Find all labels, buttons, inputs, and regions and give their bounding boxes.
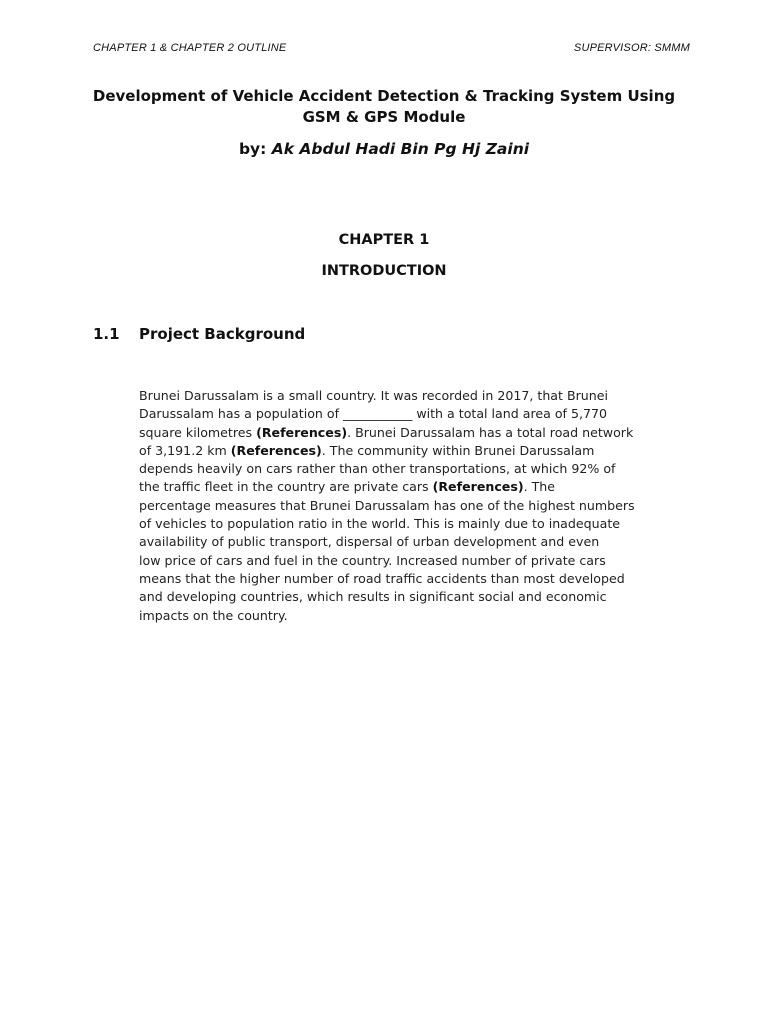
paragraph-text: square kilometres — [139, 424, 257, 440]
paragraph-text: of 3,191.2 km — [139, 442, 231, 458]
paragraph-text: . The — [523, 479, 556, 495]
paragraph-line — [139, 478, 684, 496]
reference-placeholder: (References) — [432, 479, 524, 495]
paragraph-text: . The community within Brunei Darussalam — [321, 442, 595, 458]
paragraph-line — [139, 460, 684, 478]
paragraph-text: percentage measures that Brunei Darussalam has one of the highest numbers — [139, 497, 635, 513]
section-heading — [93, 325, 305, 343]
document-title-line-2: GSM & GPS Module — [302, 108, 466, 126]
paragraph-text: means that the higher number of road traffic accidents than most developed — [139, 570, 625, 586]
paragraph-line — [139, 588, 684, 606]
paragraph-text: and developing countries, which results in significant social and economic — [139, 589, 607, 605]
paragraph-line — [139, 424, 684, 442]
chapter-label: CHAPTER 1 — [338, 232, 430, 248]
document-author — [40, 139, 728, 159]
paragraph-text: the traffic fleet in the country are private cars — [139, 479, 433, 495]
paragraph-line — [139, 515, 684, 533]
paragraph-text: Darussalam has a population of ___________ with a total land area of 5,770 — [139, 406, 608, 422]
section-number: 1.1 — [93, 325, 120, 343]
paragraph-line — [139, 497, 684, 515]
reference-placeholder: (References) — [230, 442, 322, 458]
author-prefix: by: — [238, 140, 272, 158]
running-header-left: CHAPTER 1 & CHAPTER 2 OUTLINE — [93, 42, 287, 54]
paragraph-text: availability of public transport, dispersal of urban development and even — [139, 534, 600, 550]
body-paragraph — [139, 387, 684, 625]
paragraph-text: impacts on the country. — [139, 607, 288, 623]
paragraph-line — [139, 405, 684, 423]
paragraph-line — [139, 607, 684, 625]
running-header — [93, 42, 690, 58]
paragraph-text: . Brunei Darussalam has a total road network — [347, 424, 634, 440]
paragraph-line — [139, 533, 684, 551]
document-title — [40, 86, 728, 128]
section-title: Project Background — [139, 325, 306, 343]
chapter-title: INTRODUCTION — [321, 263, 447, 279]
author-name: Ak Abdul Hadi Bin Pg Hj Zaini — [271, 140, 530, 158]
paragraph-text: depends heavily on cars rather than other transportations, at which 92% of — [139, 461, 616, 477]
paragraph-line — [139, 442, 684, 460]
document-title-line-1: Development of Vehicle Accident Detection & Tracking System Using — [92, 87, 676, 105]
running-header-right: SUPERVISOR: SMMM — [573, 42, 690, 54]
paragraph-line — [139, 387, 684, 405]
reference-placeholder: (References) — [256, 424, 348, 440]
paragraph-text: low price of cars and fuel in the country. Increased number of private cars — [139, 552, 606, 568]
paragraph-text: Brunei Darussalam is a small country. It was recorded in 2017, that Brunei — [139, 388, 608, 403]
paragraph-line — [139, 552, 684, 570]
paragraph-text: of vehicles to population ratio in the world. This is mainly due to inadequate — [139, 516, 621, 532]
paragraph-line — [139, 570, 684, 588]
